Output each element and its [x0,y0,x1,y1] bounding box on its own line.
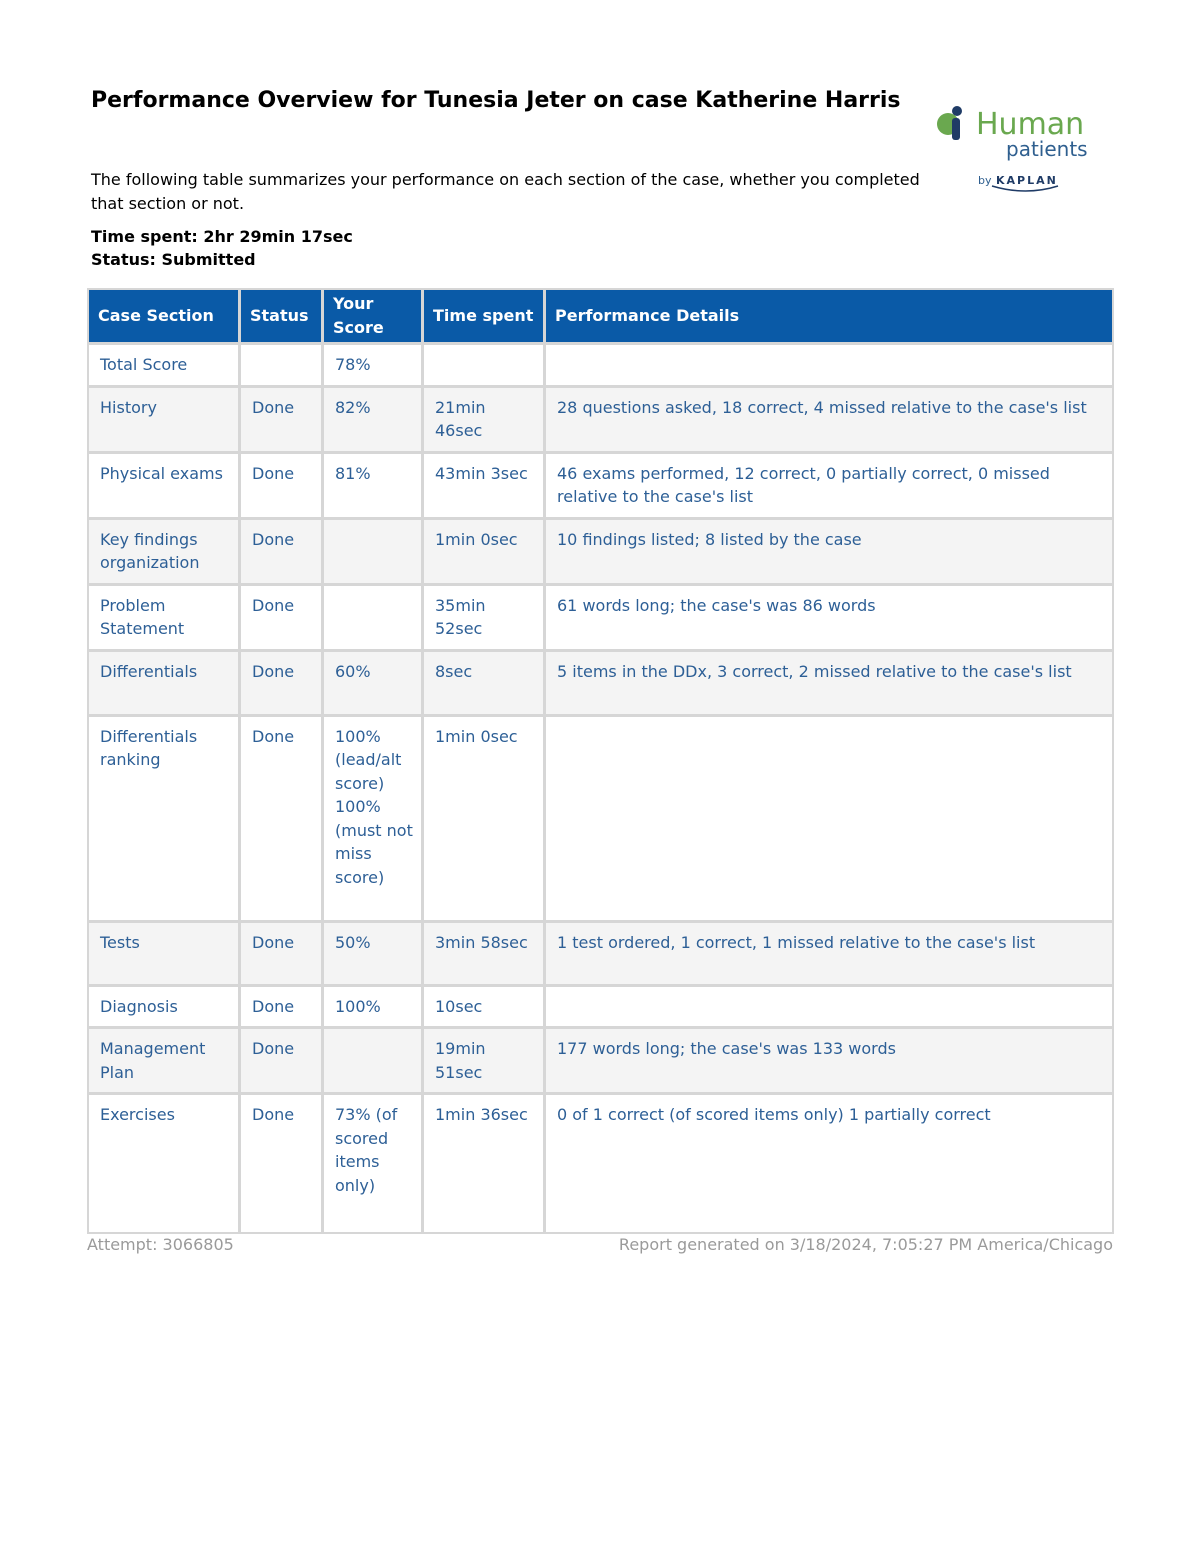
performance-table [87,288,1114,1234]
cell-case-section: Total Score [89,345,241,388]
cell-status: Done [241,586,324,652]
cell-time-spent: 21min 46sec [424,388,546,454]
cell-time-spent: 35min 52sec [424,586,546,652]
page-title: Performance Overview for Tunesia Jeter on case Katherine Harris [91,88,901,113]
table-row [89,717,1112,923]
table-row [89,520,1112,586]
status-line: Status: Submitted [91,250,256,269]
logo-sub-text: patients [1006,137,1088,161]
intro-text: The following table summarizes your performance on each section of the case, whether you completed that section or not. [91,170,920,213]
column-header-performance-details: Performance Details [546,290,1112,345]
cell-case-section: Physical exams [89,454,241,520]
cell-performance-details: 1 test ordered, 1 correct, 1 missed relative to the case's list [546,923,1112,987]
cell-time-spent [424,345,546,388]
cell-status: Done [241,454,324,520]
logo-figure-head-icon [952,106,962,116]
cell-status: Done [241,987,324,1030]
cell-case-section: History [89,388,241,454]
cell-status: Done [241,652,324,717]
cell-case-section: Problem Statement [89,586,241,652]
table-header-row [89,290,1112,345]
table-row [89,652,1112,717]
cell-your-score: 100% [324,987,424,1030]
table-row [89,1095,1112,1232]
cell-your-score: 82% [324,388,424,454]
logo-kaplan-text: KAPLAN [996,174,1058,187]
attempt-id: Attempt: 3066805 [87,1235,234,1254]
report-generated: Report generated on 3/18/2024, 7:05:27 PM America/Chicago [618,1235,1113,1254]
cell-time-spent: 19min 51sec [424,1029,546,1095]
cell-case-section: Exercises [89,1095,241,1232]
cell-performance-details: 5 items in the DDx, 3 correct, 2 missed relative to the case's list [546,652,1112,717]
column-header-time-spent: Time spent [424,290,546,345]
cell-time-spent: 3min 58sec [424,923,546,987]
cell-case-section: Tests [89,923,241,987]
cell-your-score: 100% (lead/alt score) 100% (must not miss score) [324,717,424,923]
cell-your-score: 60% [324,652,424,717]
cell-performance-details: 0 of 1 correct (of scored items only) 1 partially correct [546,1095,1112,1232]
cell-your-score: 73% (of scored items only) [324,1095,424,1232]
cell-your-score: 50% [324,923,424,987]
cell-your-score [324,520,424,586]
cell-performance-details: 10 findings listed; 8 listed by the case [546,520,1112,586]
table-body [89,345,1112,1232]
cell-case-section: Key findings organization [89,520,241,586]
column-header-status: Status [241,290,324,345]
cell-status: Done [241,520,324,586]
cell-status: Done [241,717,324,923]
cell-performance-details [546,987,1112,1030]
logo-graphic [930,96,1120,206]
cell-time-spent: 1min 0sec [424,520,546,586]
i-human-patients-logo [930,96,1120,206]
table-row [89,987,1112,1030]
table-row [89,345,1112,388]
cell-status: Done [241,923,324,987]
cell-your-score [324,586,424,652]
logo-by-text: by [978,174,992,187]
cell-case-section: Differentials [89,652,241,717]
cell-status [241,345,324,388]
cell-time-spent: 1min 36sec [424,1095,546,1232]
table-row [89,586,1112,652]
cell-your-score: 78% [324,345,424,388]
cell-performance-details [546,717,1112,923]
cell-case-section: Management Plan [89,1029,241,1095]
cell-time-spent: 8sec [424,652,546,717]
cell-case-section: Diagnosis [89,987,241,1030]
table-row [89,454,1112,520]
table-row [89,923,1112,987]
cell-performance-details: 61 words long; the case's was 86 words [546,586,1112,652]
cell-status: Done [241,388,324,454]
time-spent: Time spent: 2hr 29min 17sec [91,227,353,246]
cell-performance-details: 46 exams performed, 12 correct, 0 partially correct, 0 missed relative to the case's list [546,454,1112,520]
cell-time-spent: 1min 0sec [424,717,546,923]
cell-your-score: 81% [324,454,424,520]
cell-status: Done [241,1029,324,1095]
cell-your-score [324,1029,424,1095]
cell-performance-details: 177 words long; the case's was 133 words [546,1029,1112,1095]
cell-time-spent: 10sec [424,987,546,1030]
table-row [89,388,1112,454]
cell-time-spent: 43min 3sec [424,454,546,520]
logo-figure-body-icon [952,118,960,140]
column-header-case-section: Case Section [89,290,241,345]
cell-performance-details [546,345,1112,388]
cell-performance-details: 28 questions asked, 18 correct, 4 missed relative to the case's list [546,388,1112,454]
column-header-your-score: Your Score [324,290,424,345]
cell-case-section: Differentials ranking [89,717,241,923]
table-row [89,1029,1112,1095]
logo-brand-text: Human [976,107,1085,142]
cell-status: Done [241,1095,324,1232]
